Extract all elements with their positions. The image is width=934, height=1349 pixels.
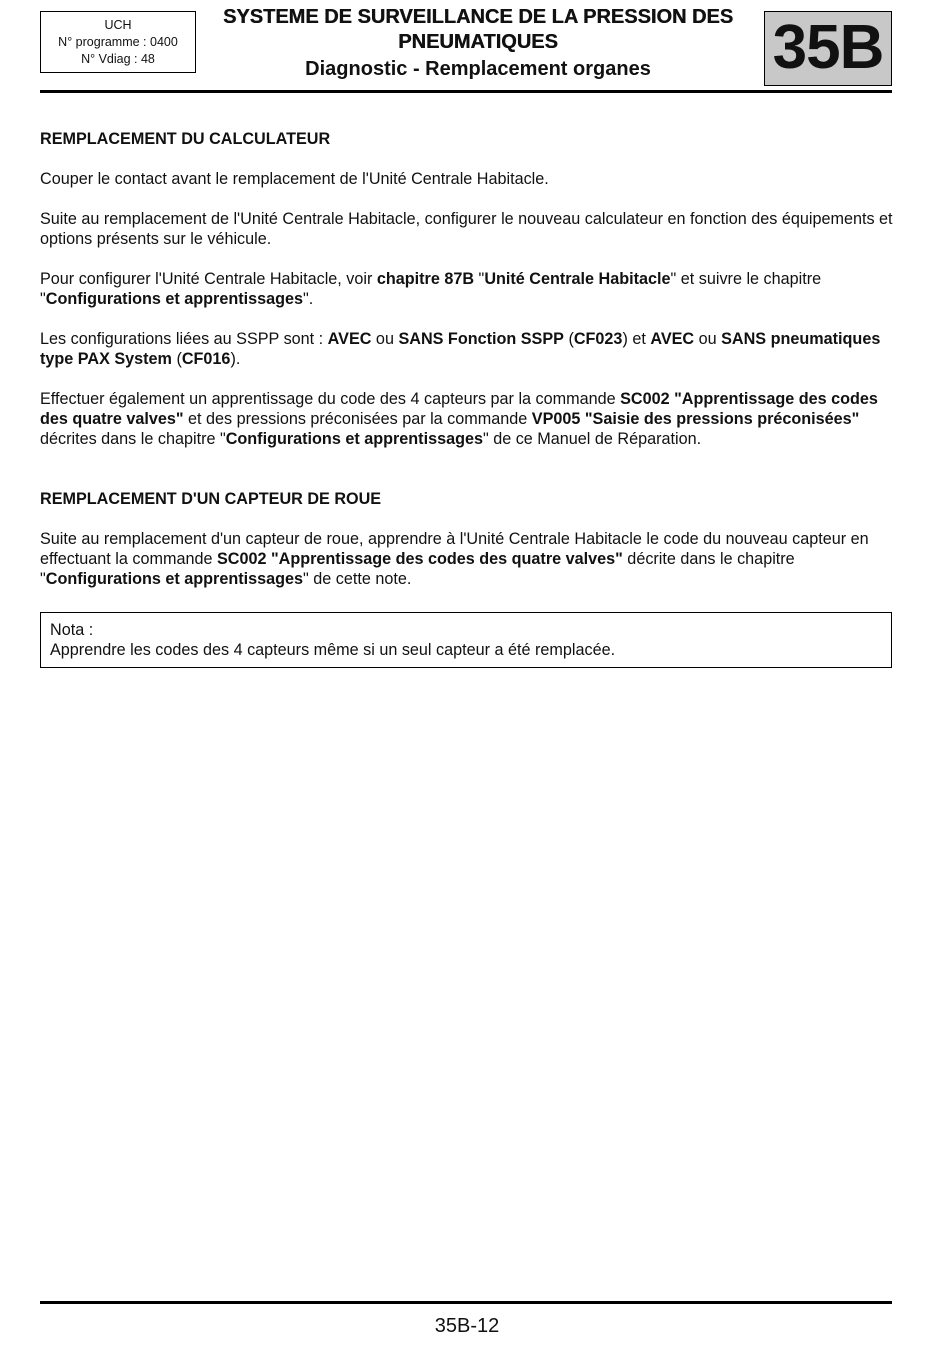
footer-divider — [40, 1301, 892, 1304]
paragraph-configurer-calculateur: Suite au remplacement de l'Unité Centrale Habitacle, configurer le nouveau calculateur en fonction des équipements et options présents sur le véhicule. — [40, 210, 893, 248]
header-titles — [200, 5, 756, 82]
info-line-vdiag: N° Vdiag : 48 — [81, 52, 155, 66]
document-title-line2: PNEUMATIQUES — [398, 31, 558, 53]
page-content — [40, 129, 895, 668]
header-divider — [40, 90, 892, 93]
note-label: Nota : — [50, 621, 94, 639]
info-line-module: UCH — [104, 18, 132, 32]
note-box — [40, 612, 892, 668]
paragraph-remplacement-capteur: Suite au remplacement d'un capteur de roue, apprendre à l'Unité Centrale Habitacle le code du nouveau capteur en effectuant la commande SC002 "Apprentissage des codes des quatre valves" décrite dans le chapitre "Configurations et apprentissages" de cette note. — [40, 530, 869, 588]
paragraph-voir-chapitre: Pour configurer l'Unité Centrale Habitacle, voir chapitre 87B "Unité Centrale Habitacle" et suivre le chapitre "Configurations et apprentissages". — [40, 270, 822, 308]
document-subtitle: Diagnostic - Remplacement organes — [305, 58, 651, 80]
section-code-badge: 35B — [764, 11, 892, 86]
document-title-line1: SYSTEME DE SURVEILLANCE DE LA PRESSION DES — [222, 6, 734, 28]
note-text: Apprendre les codes des 4 capteurs même si un seul capteur a été remplacée. — [50, 641, 616, 659]
section-heading-capteur: REMPLACEMENT D'UN CAPTEUR DE ROUE — [40, 490, 382, 508]
paragraph-couper-contact: Couper le contact avant le remplacement de l'Unité Centrale Habitacle. — [40, 170, 549, 188]
info-line-program: N° programme : 0400 — [58, 35, 178, 49]
program-info-box — [40, 11, 196, 73]
paragraph-configurations-sspp: Les configurations liées au SSPP sont : AVEC ou SANS Fonction SSPP (CF023) et AVEC ou SANS pneumatiques type PAX System (CF016). — [40, 330, 881, 368]
page-number: 35B-12 — [434, 1315, 500, 1337]
section-heading-calculateur: REMPLACEMENT DU CALCULATEUR — [40, 130, 331, 148]
paragraph-apprentissage: Effectuer également un apprentissage du code des 4 capteurs par la commande SC002 "Apprentissage des codes des quatre valves" et des pressions préconisées par la commande VP005 "Saisie des pressions préconisées" décrites dans le chapitre "Configurations et apprentissages" de ce Manuel de Réparation. — [40, 390, 878, 448]
